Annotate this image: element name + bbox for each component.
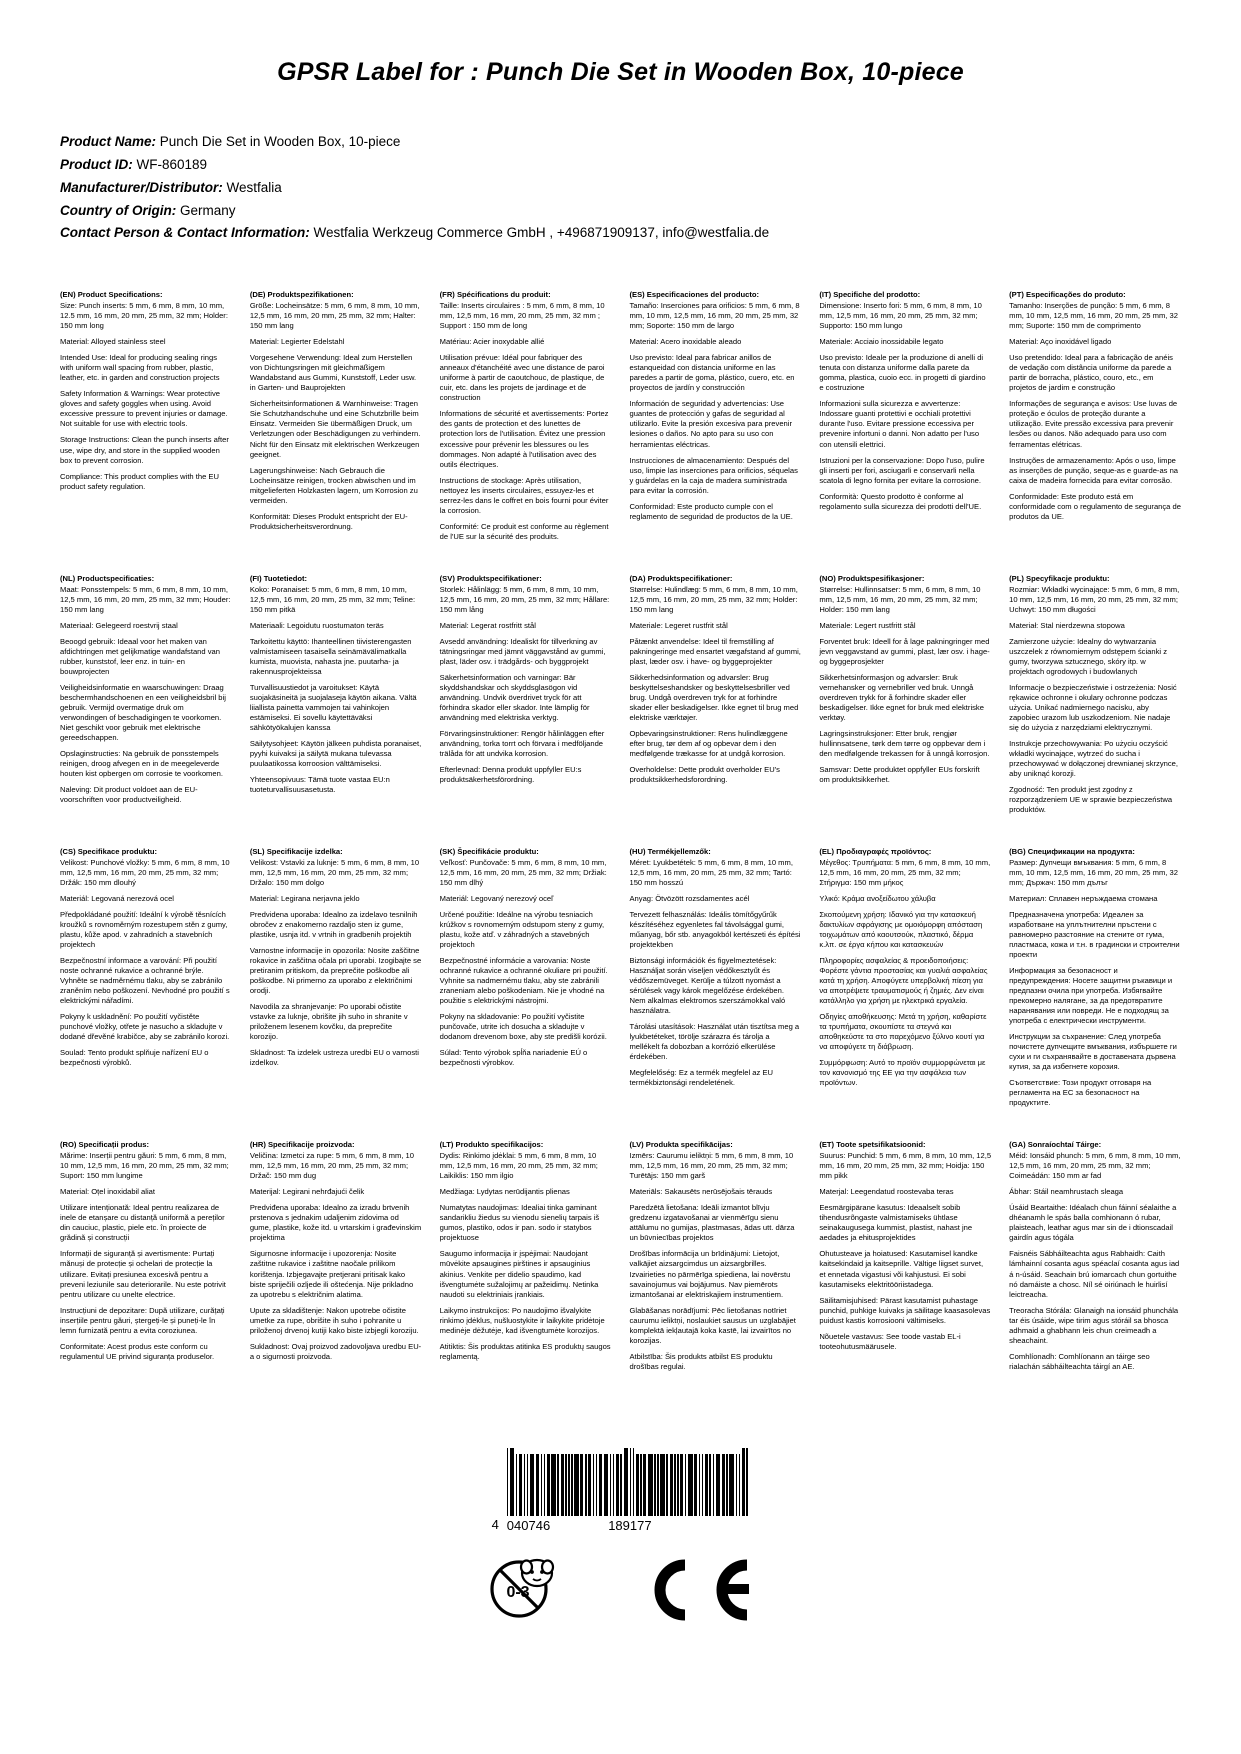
barcode-bar [643,1454,646,1516]
barcode-bar [722,1454,725,1516]
spec-paragraph: Intended Use: Ideal for producing sealing rings with uniform wall spacing from rubber, plastic, leather, etc. in garden and construction projects [60,353,220,383]
spec-paragraph: Biztonsági információk és figyelmeztetések: Használjat során viseljen védőkesztyűt és védőszemüveget. Kerülje a túlzott nyomást a sérülések vagy károk megelőzése érdekében. Nem alkalmas elektromos szerszámokkal való használatra. [629,956,786,1016]
spec-block-heading: (NO) Produktspesifikasjoner: [819,573,925,583]
spec-paragraph: Velikost: Punchové vložky: 5 mm, 6 mm, 8 mm, 10 mm, 12,5 mm, 16 mm, 20 mm, 25 mm, 32 mm; Držák: 150 mm dlouhý [60,857,230,888]
spec-paragraph: Storlek: Hålinlägg: 5 mm, 6 mm, 8 mm, 10 mm, 12,5 mm, 16 mm, 20 mm, 25 mm, 32 mm; Hållare: 150 mm lång [439,584,610,614]
country-value: Germany [180,202,236,218]
spec-block [1009,290,1181,573]
spec-block [819,574,991,847]
spec-block-heading: (BG) Спецификации на продукта: [1009,846,1135,856]
spec-paragraph: Material: Legerat rostfritt stål [439,620,536,630]
barcode-bar [580,1454,583,1516]
spec-paragraph: Uso pretendido: Ideal para a fabricação de anéis de vedação com distância uniforme da parede a partir de borracha, plástico, couro, etc., em projetos de jardim e construção [1009,353,1173,393]
barcode-bar [507,1448,509,1516]
spec-paragraph: Bezpečnostní informace a varování: Při použití noste ochranné rukavice a ochranné brýle. Vyhněte se nadměrnému tlaku, aby se zabránilo zraněním nebo poškození. Nevhodné pro použití s elektrickými nářadími. [60,956,230,1006]
spec-block [60,847,232,1140]
barcode-bar [742,1448,745,1516]
spec-paragraph: Uso previsto: Ideale per la produzione di anelli di tenuta con distanza uniforme dalla parete da gomma, plastica, cuoio ecc. in progetti di giardino e costruzione [819,353,986,393]
spec-paragraph: Pokyny k uskladnění: Po použití vyčistěte punchové vložky, otřete je nasucho a skladujte v dodané dřevěné krabičce, aby se zabránilo korozi. [60,1012,230,1042]
spec-paragraph: Sikkerhedsinformation og advarsler: Brug beskyttelseshandsker og beskyttelsesbriller ved brug. Undgå overdreven tryk for at forhindre skader eller beskadigelser. Ikke egnet til brug med elektriske værktøjer. [629,672,799,722]
spec-paragraph: Megfelelőség: Ez a termék megfelel az EU termékbiztonsági rendeletének. [629,1068,773,1088]
barcode-bar [530,1454,535,1516]
barcode-bar [688,1454,693,1516]
spec-block-heading: (EN) Product Specifications: [60,290,163,300]
spec-paragraph: Suurus: Punchid: 5 mm, 6 mm, 8 mm, 10 mm, 12,5 mm, 16 mm, 20 mm, 25 mm, 32 mm; Hoidja: 150 mm pikk [819,1151,992,1181]
barcode-bar [620,1454,622,1516]
spec-block-heading: (DA) Produktspecifikationer: [629,573,733,583]
product-name-label: Product Name: [60,134,157,149]
spec-block-heading: (ES) Especificaciones del producto: [629,290,760,300]
spec-paragraph: Tamaño: Inserciones para orificios: 5 mm, 6 mm, 8 mm, 10 mm, 12,5 mm, 16 mm, 20 mm, 25 mm, 32 mm; Soporte: 150 mm de largo [629,301,800,331]
spec-paragraph: Storage Instructions: Clean the punch inserts after use, wipe dry, and store in the supplied wooden box to prevent corrosion. [60,435,229,465]
barcode-bar [557,1454,559,1516]
spec-paragraph: Naleving: Dit product voldoet aan de EU-voorschriften voor productveiligheid. [60,784,198,804]
product-meta [60,131,1181,244]
barcode-numbers [507,1518,750,1533]
spec-paragraph: Materiale: Legeret rustfrit stål [629,620,728,630]
spec-paragraph: Soulad: Tento produkt splňuje nařízení EU o bezpečnosti výrobků. [60,1048,209,1068]
barcode-bar [713,1454,715,1516]
spec-paragraph: Tárolási utasítások: Használat után tisztítsa meg a lyukbetéteket, törölje szárazra és tárolja a mellékelt fa dobozban a korrózió elkerülése érdekében. [629,1022,800,1062]
spec-paragraph: Compliance: This product complies with the EU product safety regulation. [60,471,219,491]
spec-paragraph: Opbevaringsinstruktioner: Rens hulindlæggene efter brug, tør dem af og opbevar dem i den medfølgende trækasse for at undgå korrosion. [629,728,788,758]
barcode-bar [630,1448,632,1516]
barcode-bar [593,1454,595,1516]
spec-paragraph: Veiligheidsinformatie en waarschuwingen: Draag beschermhandschoenen en een veiligheidsbril bij gebruik. Vermijd overmatige druk om verwondingen of beschadigingen te voorkomen. Niet geschikt voor gebruik met elektrische gereedschappen. [60,682,226,742]
spec-paragraph: Nõuetele vastavus: See toode vastab EL-i tooteohutusmäärusele. [819,1331,961,1351]
spec-paragraph: Veličina: Izmetci za rupe: 5 mm, 6 mm, 8 mm, 10 mm, 12,5 mm, 16 mm, 20 mm, 25 mm, 32 mm; Držač: 150 mm dug [249,1151,414,1181]
spec-paragraph: Konformität: Dieses Produkt entspricht der EU-Produktsicherheitsverordnung. [249,511,408,531]
barcode-bar [685,1454,687,1516]
spec-block [250,847,422,1140]
spec-paragraph: Informazioni sulla sicurezza e avvertenze: Indossare guanti protettivi e occhiali protettivi durante l'uso. Evitare pressione eccessiva per prevenire infortuni o danni. Non adatto per l'uso con utensili elettrici. [819,399,980,449]
spec-block [629,847,801,1140]
spec-block [819,847,991,1140]
footer [60,1434,1181,1629]
spec-block-heading: (EL) Προδιαγραφές προϊόντος: [819,846,932,856]
spec-paragraph: Utilisation prévue: Idéal pour fabriquer des anneaux d'étanchéité avec une distance de paroi uniforme à partir de caoutchouc, de plastique, de cuir, etc. dans les projets de jardinage et de construction [439,353,605,403]
spec-paragraph: Sicherheitsinformationen & Warnhinweise: Tragen Sie Schutzhandschuhe und eine Schutzbrille beim Einsatz. Vermeiden Sie übermäßigen Druck, um Verletzungen oder Beschädigungen zu verhindern. Nicht für den Einsatz mit elektrischen Werkzeugen geeignet. [249,399,421,459]
barcode-bar [709,1454,711,1516]
spec-paragraph: Conformidade: Este produto está em conformidade com o regulamento de segurança de produtos da UE. [1009,491,1181,521]
spec-paragraph: Υλικό: Κράμα ανοξείδωτου χάλυβα [819,894,936,904]
barcode-bar [547,1454,550,1516]
barcode-bar [616,1454,619,1516]
spec-paragraph: Förvaringsinstruktioner: Rengör hålinläggen efter användning, torka torrt och förvara i medföljande trälåda för att undvika korrosion. [439,728,605,758]
spec-block-heading: (HU) Termékjellemzők: [629,846,711,856]
spec-block-heading: (LV) Produkta specifikācijas: [629,1140,733,1150]
spec-paragraph: Predviđena uporaba: Idealno za izradu brtvenih prstenova s jednakim udaljenim zidovima od gume, plastike, kože itd. u vrtarskim i građevinskim projektima [249,1203,422,1243]
spec-block-heading: (LT) Produkto specifikacijos: [439,1140,544,1150]
spec-paragraph: Velikost: Vstavki za luknje: 5 mm, 6 mm, 8 mm, 10 mm, 12,5 mm, 16 mm, 20 mm, 25 mm, 32 mm; Držalo: 150 mm dolgo [249,857,420,888]
spec-paragraph: Material: Legirana nerjavna jeklo [249,894,360,904]
spec-block-heading: (SV) Produktspecifikationer: [439,573,542,583]
spec-paragraph: Taille: Inserts circulaires : 5 mm, 6 mm, 8 mm, 10 mm, 12,5 mm, 16 mm, 20 mm, 25 mm, 32 mm ; Support : 150 mm de long [439,301,605,331]
page-title: GPSR Label for : Punch Die Set in Wooden Box, 10-piece [277,58,964,86]
spec-paragraph: Размер: Дупчещи вмъквания: 5 mm, 6 mm, 8 mm, 10 mm, 12,5 mm, 16 mm, 20 mm, 25 mm, 32 mm; Държач: 150 mm дълъг [1009,857,1178,888]
spec-block-heading: (FI) Tuotetiedot: [249,573,308,583]
spec-paragraph: Drošības informācija un brīdinājumi: Lietojot, valkājiet aizsargcimdus un aizsargbrilles. Izvairieties no pārmērīga spiediena, lai novērstu savainojumus vai bojājumus. Nav piemērots izmantošanai ar elektriskajiem instrumentiem. [629,1249,791,1299]
barcode-bar [604,1454,609,1516]
spec-block [60,290,232,573]
spec-paragraph: Určené použitie: Ideálne na výrobu tesniacich krúžkov s rovnomerným odstupom steny z gumy, plastu, kože atď. v záhradných a stavebných projektoch [439,910,605,950]
spec-paragraph: Súlad: Tento výrobok spĺňa nariadenie EÚ o bezpečnosti výrobkov. [439,1048,588,1068]
spec-paragraph: Sukladnost: Ovaj proizvod zadovoljava uredbu EU-a o sigurnosti proizvoda. [249,1341,422,1361]
spec-block-heading: (GA) Sonraíochtaí Táirge: [1009,1140,1102,1150]
manufacturer-label: Manufacturer/Distributor: [60,179,223,195]
spec-paragraph: Zamierzone użycie: Idealny do wytwarzania uszczelek z równomiernym odstępem ścianki z gumy, tworzywa sztucznego, skóry itp. w projektach ogrodowych i budowlanych [1009,636,1167,676]
spec-paragraph: Informacje o bezpieczeństwie i ostrzeżenia: Nosić rękawice ochronne i okulary ochronne podczas użycia. Unikać nadmiernego nacisku, aby zapobiec urazom lub uszkodzeniom. Nie nadaje się do użycia z narzędziami elektrycznymi. [1009,682,1177,732]
spec-paragraph: Paredzētā lietošana: Ideāli izmantot blīvju gredzenu izgatavošanai ar vienmērīgu sienu attālumu no gumijas, plastmasas, ādas utt. dārza un būvniecības projektos [629,1203,795,1243]
barcode-bar [571,1454,573,1516]
spec-paragraph: Rozmiar: Wkładki wycinające: 5 mm, 6 mm, 8 mm, 10 mm, 12,5 mm, 16 mm, 20 mm, 25 mm, 32 mm; Uchwyt: 150 mm długości [1009,584,1180,614]
spec-paragraph: Koko: Poranaiset: 5 mm, 6 mm, 8 mm, 10 mm, 12,5 mm, 16 mm, 20 mm, 25 mm, 32 mm; Teline: 150 mm pitkä [249,584,416,614]
spec-paragraph: Informații de siguranță și avertismente: Purtați mănuși de protecție și ochelari de protecție la utilizare. Evitați presiunea excesivă pentru a preveni leziunile sau deteriorarile. Nu este potrivit pentru utilizare cu unelte electrice. [60,1249,226,1299]
spec-paragraph: Pokyny na skladovanie: Po použití vyčistite punčovače, utrite ich dosucha a skladujte v dodanom drevenom boxe, aby ste predišli korózii. [439,1012,607,1042]
spec-paragraph: Varnostne informacije in opozorila: Nosite zaščitne rokavice in zaščitna očala pri uporabi. Izogibajte se pretiranim pritiskom, da preprečite poškodbe ali poškodbe. Ni primerno za uporabo z električnimi orodji. [249,946,422,996]
spec-block-heading: (IT) Specifiche del prodotto: [819,290,921,300]
spec-paragraph: Conformità: Questo prodotto è conforme al regolamento sulla sicurezza dei prodotti dell'UE. [819,491,982,511]
spec-paragraph: Atbilstība: Šis produkts atbilst ES produktu drošības regulai. [629,1351,773,1371]
barcode-bar [677,1454,679,1516]
barcode-bar [613,1454,615,1516]
barcode-bar [666,1454,668,1516]
barcode-bar [648,1454,653,1516]
spec-paragraph: Påtænkt anvendelse: Ideel til fremstilling af pakningeringe med ensartet vægafstand af gummi, plast, læder osv. i have- og byggeprojekter [629,636,801,666]
spec-paragraph: Utilizare intenționată: Ideal pentru realizarea de inele de etanșare cu distanță uniformă a pereților din cauciuc, plastic, piele etc. în proiecte de grădină și construcții [60,1203,225,1243]
spec-paragraph: Yhteensopivuus: Tämä tuote vastaa EU:n tuoteturvallisuusasetusta. [249,774,390,794]
spec-paragraph: Size: Punch inserts: 5 mm, 6 mm, 8 mm, 10 mm, 12.5 mm, 16 mm, 20 mm, 25 mm, 32 mm; Holder: 150 mm long [60,301,228,331]
spec-block [819,290,991,573]
spec-paragraph: Tamanho: Inserções de punção: 5 mm, 6 mm, 8 mm, 10 mm, 12,5 mm, 16 mm, 20 mm, 25 mm, 32 mm; Suporte: 150 mm de comprimento [1009,301,1178,331]
spec-block [1009,1140,1181,1403]
barcode-right-group: 189177 [608,1517,652,1533]
barcode-lead-digit: 4 [491,1516,499,1532]
spec-paragraph: Matériau: Acier inoxydable allié [439,337,545,347]
spec-paragraph: Avsedd användning: Idealiskt för tillverkning av tätningsringar med jämnt väggavstånd av gummi, plast, läder osv. i trädgårds- och byggprojekt [439,636,606,666]
barcode-bar [705,1454,708,1516]
meta-row-contact [60,222,1181,244]
spec-block-heading: (PT) Especificações do produto: [1009,290,1126,300]
spec-paragraph: Materijal: Legirani nehrđajući čelik [249,1187,365,1197]
spec-paragraph: Dimensione: Inserto fori: 5 mm, 6 mm, 8 mm, 10 mm, 12,5 mm, 16 mm, 20 mm, 25 mm, 32 mm; Supporto: 150 mm lungo [819,301,982,331]
barcode-bar [680,1454,683,1516]
spec-paragraph: Dydis: Rinkimo įdėklai: 5 mm, 6 mm, 8 mm, 10 mm, 12,5 mm, 16 mm, 20 mm, 25 mm, 32 mm; Laikiklis: 150 mm ilgio [439,1151,598,1181]
barcode-bar [736,1454,738,1516]
barcode-bar [519,1454,522,1516]
spec-paragraph: Opslaginstructies: Na gebruik de ponsstempels reinigen, droog afvegen en in de meegeleverde houten kist opbergen om corrosie te voorkomen. [60,748,223,778]
spec-block [60,1140,232,1403]
barcode-bar [536,1454,539,1516]
spec-paragraph: Méret: Lyukbetétek: 5 mm, 6 mm, 8 mm, 10 mm, 12,5 mm, 16 mm, 20 mm, 25 mm, 32 mm; Tartó: 150 mm hosszú [629,857,793,888]
spec-paragraph: Materiaal: Gelegeerd roestvrij staal [60,620,178,630]
barcode-bar [596,1454,598,1516]
spec-paragraph: Sikkerhetsinformasjon og advarsler: Bruk vernehansker og vernebriller ved bruk. Unngå overdreven trykk for å forhindre skader eller beskadigelser. Ikke egnet for bruk med elektriske verktøy. [819,672,984,722]
manufacturer-value: Westfalia [226,179,282,195]
spec-block-heading: (RO) Specificații produs: [60,1140,150,1150]
spec-paragraph: Istruzioni per la conservazione: Dopo l'uso, pulire gli inserti per fori, asciugarli e conservarli nella scatola di legno fornita per evitare la corrosione. [819,455,985,485]
barcode-bar [660,1454,665,1516]
barcode-bar [585,1454,587,1516]
spec-block [1009,574,1181,847]
spec-paragraph: Lagerungshinweise: Nach Gebrauch die Locheinsätze reinigen, trocken abwischen und im mitgelieferten Holzkasten lagern, um Korrosion zu vermeiden. [249,465,418,505]
barcode-bar [726,1454,728,1516]
spec-paragraph: Съответствие: Този продукт отговаря на регламента на ЕС за безопасност на продуктите. [1009,1078,1152,1108]
spec-paragraph: Σκοπούμενη χρήση: Ιδανικό για την κατασκευή δακτυλίων σφράγισης με ομοιόμορφη απόσταση τοιχωμάτων από καουτσούκ, πλαστικό, δέρμα κ.λπ. σε έργα κήπου και κατασκευών [819,910,983,950]
spec-paragraph: Materiale: Acciaio inossidabile legato [819,337,944,347]
barcode-bar [636,1454,639,1516]
spec-block [629,290,801,573]
spec-block [250,574,422,847]
ce-mark-icon [637,1557,757,1623]
spec-paragraph: Saugumo informacija ir įspėjimai: Naudojant mūvėkite apsaugines pirštines ir apsauginius akinius. Venkite per didelio spaudimo, kad išvengtumėte sužalojimų ar pažeidimų. Netinka naudoti su elektriniais įrankiais. [439,1249,599,1299]
specifications-grid [60,290,1181,1403]
spec-paragraph: Eesmärgipärane kasutus: Ideaalselt sobib tihendusrõngaste valmistamiseks ühtlase seinakaugusega kummist, plastist, nahast jne aedades ja ehitusprojektides [819,1203,973,1243]
spec-paragraph: Οδηγίες αποθήκευσης: Μετά τη χρήση, καθαρίστε τα τρυπήματα, σκουπίστε τα στεγνά και αποθηκεύστε τα στο παρεχόμενο ξύλινο κουτί για να αποφύγετε τη διάβρωση. [819,1012,987,1052]
barcode-bar [588,1454,591,1516]
meta-row-manufacturer [60,177,1181,199]
spec-block-heading: (HR) Specifikacije proizvoda: [249,1140,355,1150]
spec-block [250,290,422,573]
spec-paragraph: Säilitamisjuhised: Pärast kasutamist puhastage punchid, puhkige kuivaks ja säilitage kaasasolevas puidust kastis korrosiooni vältimiseks. [819,1295,991,1325]
barcode-bar [561,1454,564,1516]
spec-paragraph: Instrukcje przechowywania: Po użyciu oczyścić wkładki wycinające, wytrzeć do sucha i przechowywać w dołączonej drewnianej skrzynce, aby uniknąć korozji. [1009,738,1178,778]
barcode-left-group: 040746 [506,1517,551,1533]
spec-block [629,574,801,847]
spec-paragraph: Størrelse: Hullinnsatser: 5 mm, 6 mm, 8 mm, 10 mm, 12,5 mm, 16 mm, 20 mm, 25 mm, 32 mm; Holder: 150 mm lang [819,584,981,614]
contact-label: Contact Person & Contact Information: [60,225,310,241]
barcode-bar [599,1454,602,1516]
spec-paragraph: Materiál: Legovaný nerezový oceľ [439,894,554,904]
spec-block-heading: (SL) Specifikacije izdelka: [249,846,343,856]
spec-paragraph: Efterlevnad: Denna produkt uppfyller EU:s produktsäkerhetsförordning. [439,764,582,784]
spec-paragraph: Uso previsto: Ideal para fabricar anillos de estanqueidad con distancia uniforme en las paredes a partir de goma, plástico, cuero, etc. en proyectos de jardín y construcción [629,353,795,393]
spec-paragraph: Материал: Сплавен неръждаема стомана [1009,894,1158,904]
spec-paragraph: Materiál: Legovaná nerezová ocel [60,894,174,904]
spec-paragraph: Informations de sécurité et avertissements: Portez des gants de protection et des lunettes de protection lors de l'utilisation. Évitez une pression excessive pour prévenir les blessures ou les dommages. Non adapté à l'utilisation avec des outils électriques. [439,409,609,469]
spec-paragraph: Lagringsinstruksjoner: Etter bruk, rengjør hullinnsatsene, tørk dem tørre og oppbevar dem i den medfølgende trekassen for å unngå korrosjon. [819,728,990,758]
spec-paragraph: Samsvar: Dette produktet oppfyller EUs forskrift om produktsikkerhet. [819,764,980,784]
spec-paragraph: Treoracha Stórála: Glanaigh na ionsáid phunchála tar éis úsáide, wipe tirim agus stóráil sa bhosca adhmaid a ghabhann leis chun creimeadh a sheachaint. [1009,1305,1179,1345]
spec-paragraph: Conformitate: Acest produs este conform cu regulamentul UE privind siguranța produselor. [60,1341,215,1361]
barcode-bar [716,1454,721,1516]
spec-block [440,847,612,1140]
barcode-bar [516,1454,518,1516]
spec-paragraph: Säilytysohjeet: Käytön jälkeen puhdista poranaiset, pyyhi kuivaksi ja säilytä mukana tulevassa puulaatikossa korroosion välttämiseksi. [249,738,422,768]
spec-paragraph: Beoogd gebruik: Ideaal voor het maken van afdichtringen met gelijkmatige wandafstand van rubber, kunststof, leer enz. in tuin- en bouwprojecten [60,636,220,676]
spec-paragraph: Glabāšanas norādījumi: Pēc lietošanas notīriet caurumu ieliktņi, noslaukiet sausus un uzglabājiet komplektā iekļautajā koka kastē, lai izvairītos no korozijas. [629,1305,796,1345]
spec-paragraph: Tarkoitettu käyttö: Ihanteellinen tiivisterengasten valmistamiseen tasaisella seinämävälimatkalla kumista, muovista, nahasta jne. puutarha- ja rakennusprojekteissa [249,636,412,676]
spec-block [819,1140,991,1403]
age-warning-text: 0-3 [505,1583,530,1601]
spec-paragraph: Sigurnosne informacije i upozorenja: Nosite zaštitne rukavice i zaštitne naočale prilikom korištenja. Izbjegavajte pretjerani pritisak kako biste spriječili ozljede ili oštećenja. Nije prikladno za upotrebu s električnim alatima. [249,1249,414,1299]
barcode-bars [507,1454,750,1516]
spec-paragraph: Συμμόρφωση: Αυτό το προϊόν συμμορφώνεται με τον κανονισμό της ΕΕ για την ασφάλεια των προϊόντων. [819,1058,986,1088]
barcode-bar [524,1454,526,1516]
spec-paragraph: Izmērs: Caurumu ieliktņi: 5 mm, 6 mm, 8 mm, 10 mm, 12,5 mm, 16 mm, 20 mm, 25 mm, 32 mm; Turētājs: 150 mm garš [629,1151,794,1181]
barcode-bar [527,1454,529,1516]
spec-paragraph: Overholdelse: Dette produkt overholder EU's produktsikkerhedsforordning. [629,764,780,784]
spec-paragraph: Úsáid Beartaithe: Idéalach chun fáinní séalaithe a dhéanamh le spás balla comhionann ó rubar, plaisteach, leathar agus mar sin de i dtionscadail gairdín agus tógála [1009,1203,1177,1243]
barcode-bar [670,1454,673,1516]
spec-paragraph: Predvidena uporaba: Idealno za izdelavo tesnilnih obročev z enakomerno razdaljo sten iz gume, plastike, usnja itd. v vrtnih in gradbenih projektih [249,910,418,940]
spec-paragraph: Información de seguridad y advertencias: Use guantes de protección y gafas de seguridad al utilizarlo. Evite la presión excesiva para prevenir lesiones o daños. No apto para su uso con herramientas eléctricas. [629,399,792,449]
spec-block-heading: (DE) Produktspezifikationen: [249,290,354,300]
barcode-bar [510,1448,515,1516]
spec-paragraph: Instrucciones de almacenamiento: Después del uso, limpie las inserciones para orificios, séquelas y guárdelas en la caja de madera suministrada para evitar la corrosión. [629,455,798,495]
spec-paragraph: Méid: Ionsáid phunch: 5 mm, 6 mm, 8 mm, 10 mm, 12,5 mm, 16 mm, 20 mm, 25 mm, 32 mm; Coimeádán: 150 mm ar fad [1009,1151,1181,1181]
spec-paragraph: Anyag: Ötvözött rozsdamentes acél [629,894,750,904]
spec-paragraph: Předpokládané použití: Ideální k výrobě těsnících kroužků s rovnoměrným rozestupem stěn z gumy, plastu, kůže apod. v zahradních a stavebních projektech [60,910,228,950]
spec-block-heading: (NL) Productspecificaties: [60,573,155,583]
spec-paragraph: Ohutusteave ja hoiatused: Kasutamisel kandke kaitsekindaid ja kaitseprille. Vältige liigset survet, et ennetada vigastusi või kahjustusi. Ei sobi kasutamiseks elektritööriistadega. [819,1249,984,1289]
spec-block-heading: (SK) Špecifikácie produktu: [439,846,539,856]
spec-paragraph: Skladnost: Ta izdelek ustreza uredbi EU o varnosti izdelkov. [249,1048,419,1068]
spec-paragraph: Instruções de armazenamento: Após o uso, limpe as inserções de punção, seque-as e guarde-as na caixa de madeira fornecida para evitar corrosão. [1009,455,1179,485]
barcode-bar [633,1448,635,1516]
meta-row-product-name [60,131,1181,153]
spec-paragraph: Materiale: Legert rustfritt stål [819,620,916,630]
spec-paragraph: Veľkosť: Punčovače: 5 mm, 6 mm, 8 mm, 10 mm, 12,5 mm, 16 mm, 20 mm, 25 mm, 32 mm; Držiak: 150 mm dlhý [439,857,607,888]
spec-paragraph: Material: Aço inoxidável ligado [1009,337,1112,347]
spec-paragraph: Laikymo instrukcijos: Po naudojimo išvalykite rinkimo įdėklus, nušluostykite ir laikykite pridėtoje medinėje dėžutėje, kad išvengtumėte korozijos. [439,1305,605,1335]
country-label: Country of Origin: [60,202,177,218]
barcode-bar [541,1454,543,1516]
spec-paragraph: Atitiktis: Šis produktas atitinka ES produktų saugos reglamentą. [439,1341,611,1361]
spec-paragraph: Materiał: Stal nierdzewna stopowa [1009,620,1125,630]
spec-paragraph: Material: Legierter Edelstahl [249,337,345,347]
barcode-bar [739,1454,741,1516]
meta-row-product-id [60,154,1181,176]
spec-paragraph: Størrelse: Hulindlæg: 5 mm, 6 mm, 8 mm, 10 mm, 12,5 mm, 16 mm, 20 mm, 25 mm, 32 mm; Holder: 150 mm lang [629,584,798,614]
spec-paragraph: Größe: Locheinsätze: 5 mm, 6 mm, 8 mm, 10 mm, 12,5 mm, 16 mm, 20 mm, 25 mm, 32 mm; Halter: 150 mm lang [249,301,420,331]
spec-block-heading: (ET) Toote spetsifikatsioonid: [819,1140,926,1150]
spec-paragraph: Mărime: Inserții pentru găuri: 5 mm, 6 mm, 8 mm, 10 mm, 12,5 mm, 16 mm, 20 mm, 25 mm, 32 mm; Suport: 150 mm lungime [60,1151,229,1181]
spec-paragraph: Materjal: Leegendatud roostevaba teras [819,1187,954,1197]
barcode-bar [729,1454,734,1516]
barcode-bar [544,1454,546,1516]
barcode-bar [657,1454,659,1516]
spec-paragraph: Bezpečnostné informácie a varovania: Noste ochranné rukavice a ochranné okuliare pri použití. Vyhnite sa nadmernému tlaku, aby ste zabránili zraneniam alebo poškodeniam. Nie je vhodné na použitie s elektrickými nástrojmi. [439,956,608,1006]
spec-block [440,574,612,847]
spec-paragraph: Tervezett felhasználás: Ideális tömítőgyűrűk készítéséhez egyenletes fal távolsággal gumi, műanyag, bőr stb. anyagokból kertészeti és építési projektekben [629,910,801,950]
spec-paragraph: Safety Information & Warnings: Wear protective gloves and safety goggles when using. Avoid excessive pressure to prevent injuries or damage. Not suitable for use with electric tools. [60,389,228,429]
spec-paragraph: Ábhar: Stáil neamhrustach sleaga [1009,1187,1124,1197]
spec-paragraph: Μέγεθος: Τρυπήματα: 5 mm, 6 mm, 8 mm, 10 mm, 12,5 mm, 16 mm, 20 mm, 25 mm, 32 mm; Στήριγμα: 150 mm μήκος [819,857,991,888]
barcode-bar [674,1454,676,1516]
spec-block-heading: (PL) Specyfikacje produktu: [1009,573,1110,583]
spec-paragraph: Medžiaga: Lydytas nerūdijantis plienas [439,1187,570,1197]
product-id-label: Product ID: [60,156,133,172]
barcode-bar [574,1454,579,1516]
barcode-bar [565,1454,567,1516]
spec-paragraph: Comhlíonadh: Comhlíonann an táirge seo rialachán sábháilteachta táirgí an AE. [1009,1351,1150,1371]
barcode-bar [610,1454,612,1516]
age-warning-icon [485,1551,563,1629]
meta-row-country [60,200,1181,222]
spec-paragraph: Numatytas naudojimas: Idealiai tinka gaminant sandarikliu žiedus su vienodu sienelių tarpais iš gumos, plastiko, odos ir pan. sodo ir statybos projektuose [439,1203,600,1243]
spec-paragraph: Turvallisuustiedot ja varoitukset: Käytä suojakäsineitä ja suojalaseja käytön aikana. Vältä liiallista painetta vammojen tai vahinkojen estämiseksi. Ei sovellu käytettäväksi sähkötyökalujen kanssa [249,682,417,732]
barcode-bar [568,1454,570,1516]
spec-block [440,290,612,573]
barcode-bar [694,1454,697,1516]
spec-paragraph: Инструкции за съхранение: След употреба почистете дупчещите вмъквания, избършете ги сухи и ги съхранявайте в доставената дървена кутия, за да избегнете корозия. [1009,1032,1177,1072]
spec-block [440,1140,612,1403]
spec-paragraph: Πληροφορίες ασφαλείας & προειδοποιήσεις: Φορέστε γάντια προστασίας και γυαλιά ασφαλείας κατά τη χρήση. Αποφύγετε υπερβολική πίεση για να αποτρέψετε τραυματισμούς ή ζημιές. Δεν είναι κατάλληλο για χρήση με ηλεκτρικά εργαλεία. [819,956,988,1006]
spec-paragraph: Zgodność: Ten produkt jest zgodny z rozporządzeniem UE w sprawie bezpieczeństwa produktów. [1009,784,1173,814]
spec-paragraph: Instrucțiuni de depozitare: După utilizare, curățați inserțiile pentru găuri, ștergeți-le și puneți-le în lemn furnizată pentru a evita coroziunea. [60,1305,225,1335]
spec-paragraph: Materiāls: Sakausēts nerūsējošais tērauds [629,1187,773,1197]
spec-block [60,574,232,847]
spec-paragraph: Faisnéis Sábháilteachta agus Rabhaidh: Caith lámhainní cosanta agus spéaclaí cosanta agus iad á n-úsáid. Seachain brú iomarcach chun gortuithe nó damáiste a chosc. Níl sé oiriúnach le huirlisí leictreacha. [1009,1249,1180,1299]
spec-paragraph: Material: Acero inoxidable aleado [629,337,742,347]
spec-paragraph: Säkerhetsinformation och varningar: Bär skyddshandskar och skyddsglasögon vid användning. Undvik överdrivet tryck för att förhindra skador eller skador. Inte lämplig för användning med elektriska verktyg. [439,672,590,722]
barcode-bar [640,1454,642,1516]
spec-paragraph: Upute za skladištenje: Nakon upotrebe očistite umetke za rupe, obrišite ih suho i pohranite u priloženoj drvenoj kutiji kako biste izbjegli koroziju. [249,1305,419,1335]
spec-paragraph: Navodila za shranjevanje: Po uporabi očistite vstavke za luknje, obrišite jih suho in shranite v priloženem lesenem kovčku, da preprečite korozijo. [249,1002,408,1042]
spec-paragraph: Maat: Ponsstempels: 5 mm, 6 mm, 8 mm, 10 mm, 12,5 mm, 16 mm, 20 mm, 25 mm, 32 mm; Houder: 150 mm lang [60,584,231,614]
barcode-bar [551,1454,556,1516]
spec-paragraph: Vorgesehene Verwendung: Ideal zum Herstellen von Dichtungsringen mit gleichmäßigem Wandabstand aus Gummi, Kunststoff, Leder usw. in Garten- und Bauprojekten [249,353,417,393]
spec-block [629,1140,801,1403]
barcode-bar [699,1454,701,1516]
product-id-value: WF-860189 [136,156,208,172]
spec-paragraph: Material: Oțel inoxidabil aliat [60,1187,155,1197]
spec-paragraph: Materiaali: Legoidutu ruostumaton teräs [249,620,384,630]
spec-paragraph: Conformité: Ce produit est conforme au règlement de l'UE sur la sécurité des produits. [439,521,609,541]
spec-block [250,1140,422,1403]
spec-paragraph: Forventet bruk: Ideell for å lage pakningringer med jevn veggavstand av gummi, plast, lær osv. i hage- og byggeprosjekter [819,636,990,666]
spec-paragraph: Material: Alloyed stainless steel [60,337,166,347]
spec-paragraph: Информация за безопасност и предупреждения: Носете защитни ръкавици и предпазни очила при употреба. Избягвайте прекомерно налягане, за да предотвратите наранявания или повреди. Не е подходящ за употреба с електрически инструменти. [1009,966,1173,1026]
barcode-bar [654,1454,656,1516]
spec-block-heading: (FR) Spécifications du produit: [439,290,551,300]
contact-value: Westfalia Werkzeug Commerce GmbH , +496871909137, info@westfalia.de [313,225,770,241]
spec-block-heading: (CS) Specifikace produktu: [60,846,158,856]
product-name-value: Punch Die Set in Wooden Box, 10-piece [159,134,401,149]
compliance-marks [485,1551,757,1629]
spec-paragraph: Conformidad: Este producto cumple con el reglamento de seguridad de productos de la UE. [629,501,793,521]
barcode [492,1454,750,1533]
spec-paragraph: Informações de segurança e avisos: Use luvas de proteção e óculos de proteção durante a utilização. Evite pressão excessiva para prevenir lesões ou danos. Não adequado para uso com ferramentas elétricas. [1009,399,1178,449]
spec-paragraph: Instructions de stockage: Après utilisation, nettoyez les inserts circulaires, essuyez-les et serrez-les dans le coffret en bois fourni pour éviter la corrosion. [439,475,609,515]
spec-paragraph: Предназначена употреба: Идеален за изработване на уплътнителни пръстени с равномерно разстояние на стените от гума, пластмаса, кожа и т.н. в градински и строителни проекти [1009,910,1180,960]
barcode-bar [746,1448,748,1516]
barcode-bar [702,1454,704,1516]
spec-block [1009,847,1181,1140]
barcode-bar [624,1448,629,1516]
